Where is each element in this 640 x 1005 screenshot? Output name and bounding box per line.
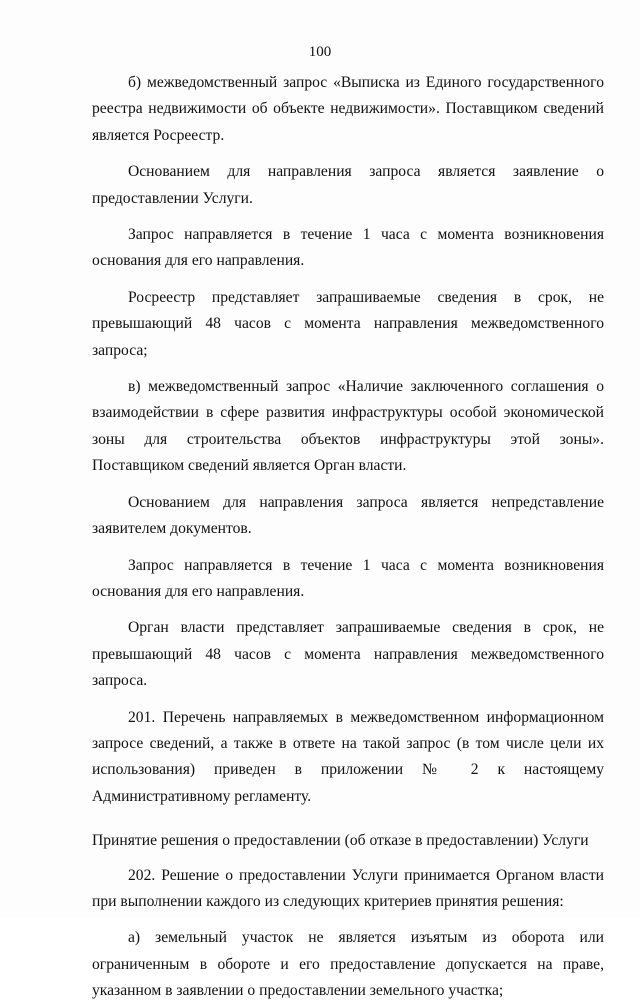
paragraph-b-request: б) межведомственный запрос «Выписка из Единого государственного реестра недвижимости об объекте недвижимости». Поставщиком сведений является Росреестр. bbox=[92, 74, 604, 144]
document-body bbox=[92, 70, 604, 1005]
section-heading: Принятие решения о предоставлении (об отказе в предоставлении) Услуги bbox=[92, 832, 589, 850]
paragraph-basis-1: Основанием для направления запроса является заявление о предоставлении Услуги. bbox=[92, 163, 604, 207]
page-number: 100 bbox=[308, 44, 332, 60]
paragraph-a-criterion: а) земельный участок не является изъятым из оборота или ограниченным в обороте и его предоставление допускается на праве, указанном в заявлении о предоставлении земельного участка; bbox=[92, 929, 604, 1000]
paragraph-v-request: в) межведомственный запрос «Наличие заключенного соглашения о взаимодействии в сфере развития инфраструктуры особой экономической зоны для строительства объектов инфраструктуры этой зоны». Поставщиком сведений является Орган власти. bbox=[92, 378, 604, 475]
paragraph-timing-1: Запрос направляется в течение 1 часа с момента возникновения основания для его направления. bbox=[92, 226, 604, 270]
paragraph-timing-2: Запрос направляется в течение 1 часа с момента возникновения основания для его направления. bbox=[92, 556, 604, 600]
paragraph-authority-provides: Орган власти представляет запрашиваемые сведения в срок, не превышающий 48 часов с момента направления межведомственного запроса. bbox=[92, 619, 604, 690]
paragraph-rosreestr-provides: Росреестр представляет запрашиваемые сведения в срок, не превышающий 48 часов с момента направления межведомственного запроса; bbox=[92, 288, 604, 359]
paragraph-202: 202. Решение о предоставлении Услуги принимается Органом власти при выполнении каждого из следующих критериев принятия решения: bbox=[92, 866, 604, 910]
paragraph-basis-2: Основанием для направления запроса является непредставление заявителем документов. bbox=[92, 493, 604, 538]
paragraph-201: 201. Перечень направляемых в межведомственном информационном запросе сведений, а также в ответе на такой запрос (в том числе цели их использования) приведен в приложении № 2 к настоящему Административному регламенту. bbox=[92, 708, 604, 805]
